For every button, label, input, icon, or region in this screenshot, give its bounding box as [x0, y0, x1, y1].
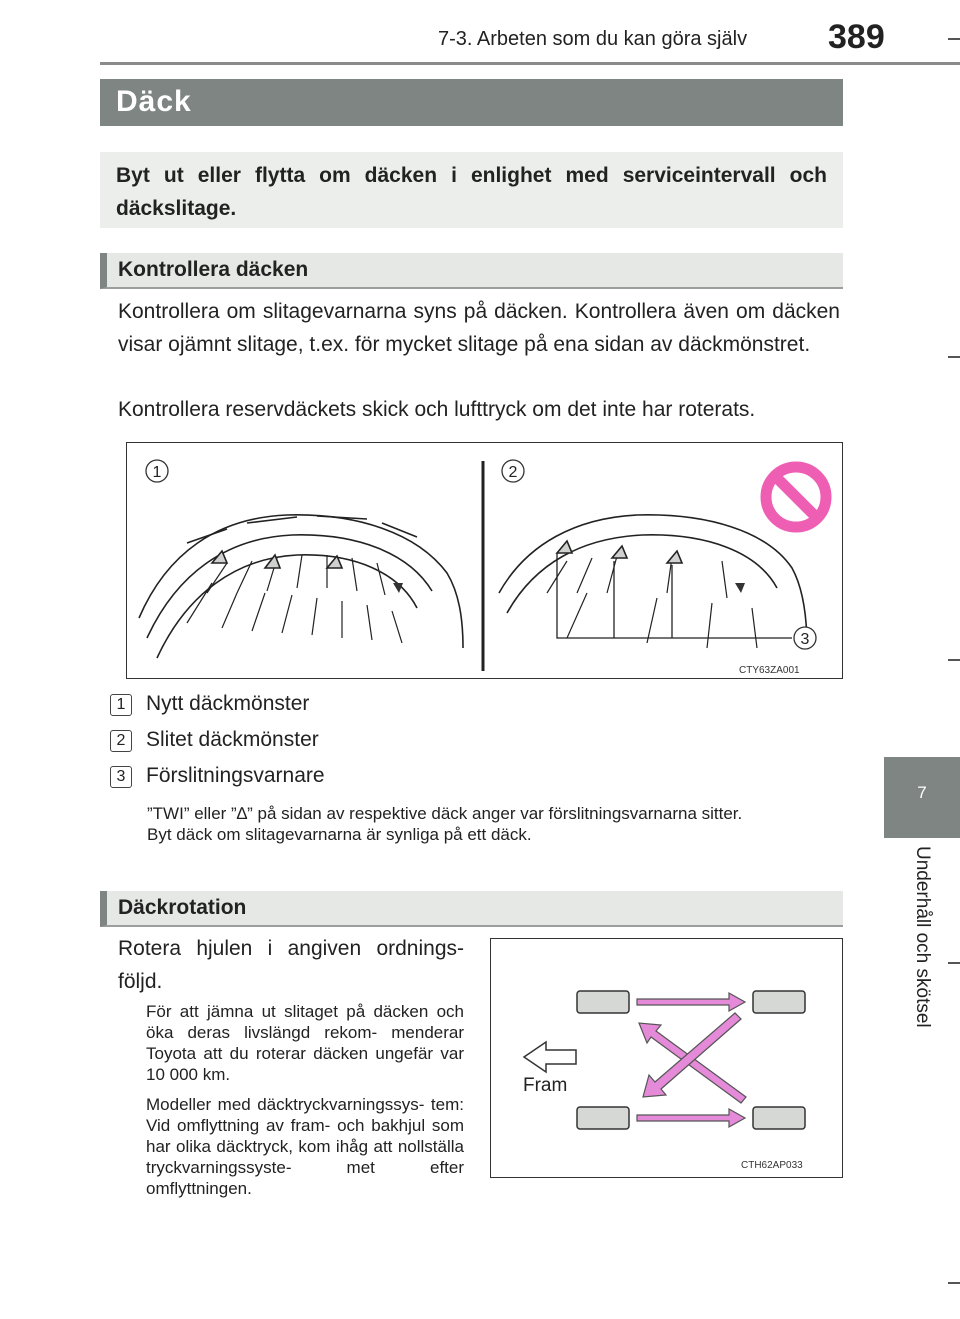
legend-text: Förslitningsvarnare	[146, 764, 325, 787]
wear-indicator-note-line-2: Byt däck om slitagevarnarna är synliga på ett däck.	[147, 825, 532, 844]
tire-wear-illustration	[127, 443, 841, 677]
callout-3: 3	[800, 631, 810, 648]
tire-rear-right	[753, 1107, 805, 1129]
front-label: Fram	[523, 1075, 568, 1096]
crop-mark	[948, 1282, 960, 1284]
callout-2: 2	[508, 464, 518, 481]
front-arrow-icon	[524, 1042, 576, 1072]
chapter-label-text: Underhåll och skötsel	[912, 846, 933, 1028]
prohibited-icon	[766, 467, 826, 527]
wear-indicator-note-line-1: ”TWI” eller ”∆” på sidan av respektive däck anger var förslitningsvarnarna sitter.	[147, 804, 743, 823]
header-section-title: 7-3. Arbeten som du kan göra själv	[438, 28, 748, 50]
tire-rotation-diagram	[491, 939, 841, 1176]
rotation-note-1: För att jämna ut slitaget på däcken och öka deras livslängd rekom- menderar Toyota att du roterar däcken ungefär var 10 000 km.	[146, 1002, 464, 1084]
new-tread-tire	[139, 515, 463, 658]
chapter-tab	[884, 757, 960, 838]
callout-1: 1	[152, 464, 162, 481]
header-rule	[100, 62, 960, 65]
wear-indicator-leaders	[557, 553, 792, 638]
legend-number: 1	[110, 694, 132, 716]
figure-code-2: CTH62AP033	[741, 1160, 803, 1171]
check-paragraph-2: Kontrollera reservdäckets skick och lufttryck om det inte har roterats.	[118, 398, 756, 421]
crop-mark	[948, 356, 960, 358]
rotation-paragraph: Rotera hjulen i angiven ordnings- följd.	[118, 937, 464, 993]
subheading-check-tires-text: Kontrollera däcken	[118, 258, 309, 281]
tire-front-right	[753, 991, 805, 1013]
subheading-tire-rotation	[100, 891, 843, 927]
legend-text: Slitet däckmönster	[146, 728, 319, 751]
tire-rotation-figure	[490, 938, 843, 1178]
legend-number: 2	[110, 730, 132, 752]
figure-code-1: CTY63ZA001	[739, 665, 800, 676]
tire-wear-figure	[126, 442, 843, 679]
intro-box: Byt ut eller flytta om däcken i enlighet med serviceintervall och däckslitage.	[100, 152, 843, 228]
legend-number: 3	[110, 766, 132, 788]
page-title-bar	[100, 79, 843, 126]
page-number: 389	[828, 18, 885, 56]
worn-tread-tire	[499, 515, 807, 648]
chapter-tab-number: 7	[917, 783, 927, 802]
crop-mark	[948, 659, 960, 661]
crop-mark	[948, 962, 960, 964]
subheading-check-tires	[100, 253, 843, 289]
page-title: Däck	[116, 85, 192, 118]
subheading-tire-rotation-text: Däckrotation	[118, 896, 247, 919]
wear-indicator-note	[147, 803, 840, 845]
rotation-arrows	[637, 993, 746, 1127]
check-paragraph-1: Kontrollera om slitagevarnarna syns på däcken. Kontrollera även om däcken visar ojämnt slitage, t.ex. för mycket slitage på ena sidan av däckmönstret.	[118, 300, 840, 356]
legend-text: Nytt däckmönster	[146, 692, 310, 715]
tire-front-left	[577, 991, 629, 1013]
crop-mark	[948, 38, 960, 40]
rotation-note-2: Modeller med däcktryckvarningssys- tem: Vid omflyttning av fram- och bakhjul som har olika däcktryck, kom ihåg att nollställa tryckvarningssyste- met efter omflyttningen.	[146, 1095, 464, 1198]
chapter-label	[884, 838, 960, 1078]
tire-rear-left	[577, 1107, 629, 1129]
